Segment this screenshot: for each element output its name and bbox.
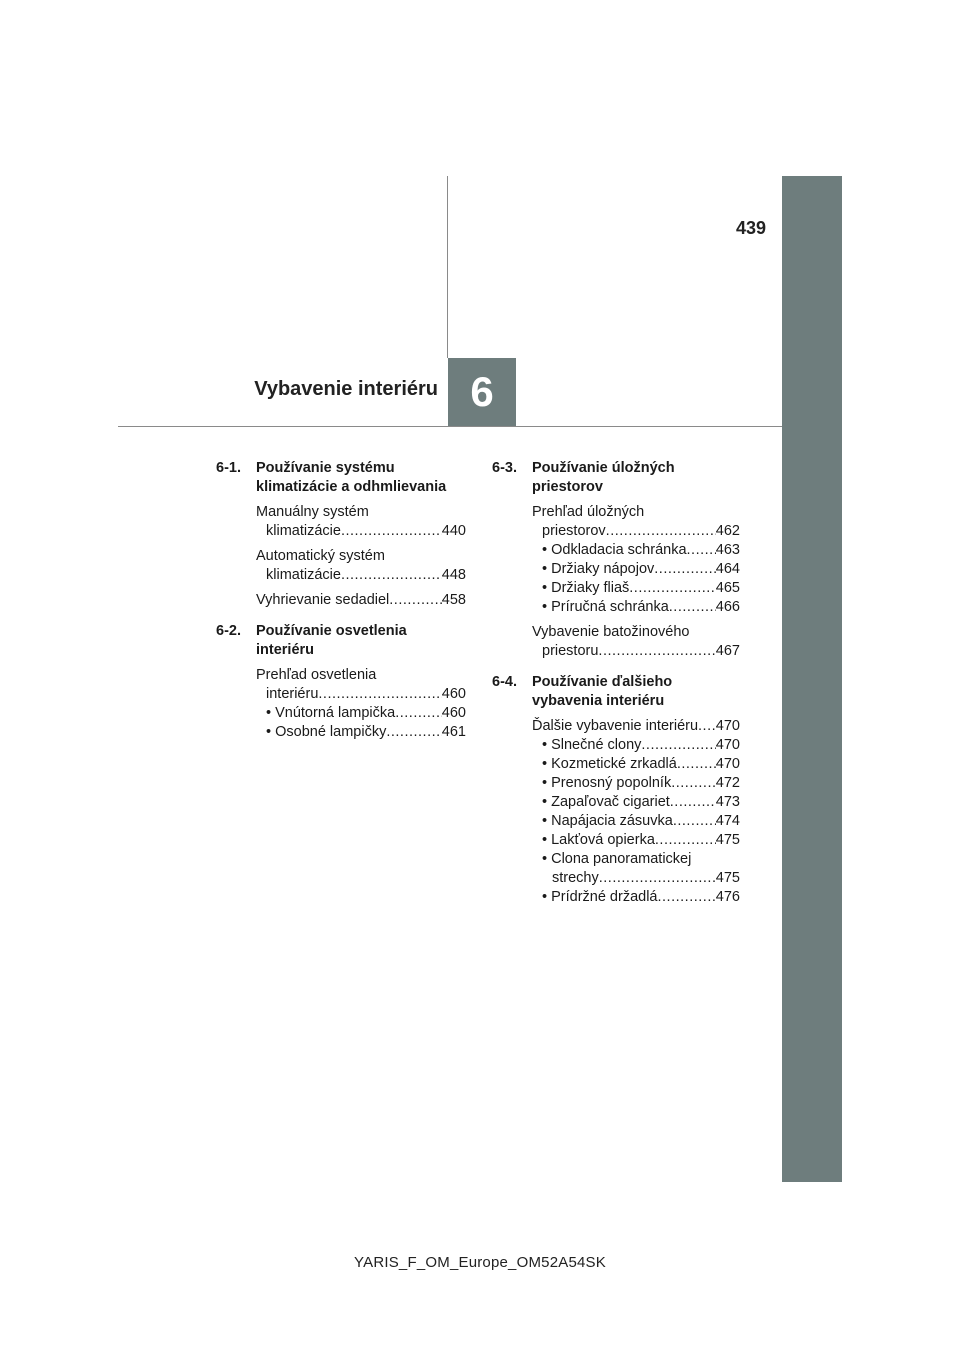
leader-dots xyxy=(318,685,441,704)
document-footer: YARIS_F_OM_Europe_OM52A54SK xyxy=(354,1254,606,1271)
toc-entry-auto-ac[interactable] xyxy=(256,547,466,585)
entry-label: • Držiaky nápojov xyxy=(542,561,655,577)
leader-dots xyxy=(395,704,442,723)
toc-sub-bottle-holders[interactable] xyxy=(532,579,740,598)
entry-label: Vyhrievanie sedadiel xyxy=(256,592,390,608)
entry-label-cont: strechy xyxy=(552,870,599,886)
entry-label: Manuálny systém xyxy=(256,504,369,520)
entry-label: • Napájacia zásuvka xyxy=(542,813,673,829)
entry-page: 470 xyxy=(715,756,740,772)
entry-page: 474 xyxy=(715,813,740,829)
toc-sub-cigarette-lighter[interactable] xyxy=(532,793,740,812)
toc-entry-luggage[interactable] xyxy=(532,623,740,661)
leader-dots xyxy=(606,522,716,541)
toc-sub-cup-holders[interactable] xyxy=(532,560,740,579)
entry-label: • Kozmetické zrkadlá xyxy=(542,756,677,772)
leader-dots xyxy=(341,566,442,585)
entry-label: Automatický systém xyxy=(256,548,385,564)
toc-sub-glovebox[interactable] xyxy=(532,541,740,560)
leader-dots xyxy=(677,755,716,774)
entry-label: Prehľad osvetlenia xyxy=(256,667,377,683)
section-title: Používanie úložných priestorov xyxy=(532,460,675,495)
entry-label-cont: klimatizácie xyxy=(266,523,341,539)
entry-page: 467 xyxy=(715,643,740,659)
entry-page: 475 xyxy=(715,832,740,848)
leader-dots xyxy=(599,869,716,888)
section-number: 6-2. xyxy=(216,623,241,639)
page-number: 439 xyxy=(736,218,767,238)
entry-page: 460 xyxy=(441,705,466,721)
section-number: 6-3. xyxy=(492,460,517,476)
toc-entry-seat-heaters[interactable] xyxy=(256,591,466,610)
entry-label: • Clona panoramatickej xyxy=(542,851,692,867)
entry-label: • Vnútorná lampička xyxy=(266,705,396,721)
entry-page: 461 xyxy=(441,724,466,740)
entry-label-cont: priestoru xyxy=(542,643,599,659)
entry-page: 440 xyxy=(441,523,466,539)
leader-dots xyxy=(654,560,716,579)
entry-label: Prehľad úložných xyxy=(532,504,645,520)
leader-dots xyxy=(629,579,716,598)
leader-dots xyxy=(341,522,442,541)
leader-dots xyxy=(670,793,716,812)
entry-page: 472 xyxy=(715,775,740,791)
leader-dots xyxy=(655,831,716,850)
leader-dots xyxy=(669,598,716,617)
leader-dots xyxy=(687,541,716,560)
toc-right-column xyxy=(492,459,740,907)
leader-dots xyxy=(673,812,716,831)
entry-label: • Osobné lampičky xyxy=(266,724,387,740)
toc-sub-vanity-mirrors[interactable] xyxy=(532,755,740,774)
entry-page: 475 xyxy=(715,870,740,886)
toc-sub-armrest[interactable] xyxy=(532,831,740,850)
toc-section-6-3[interactable] xyxy=(492,459,740,497)
entry-page: 476 xyxy=(715,889,740,905)
leader-dots xyxy=(658,888,716,907)
chapter-side-tab xyxy=(782,176,842,1182)
toc-entry-manual-ac[interactable] xyxy=(256,503,466,541)
toc-section-6-2[interactable] xyxy=(216,622,466,660)
entry-page: 470 xyxy=(715,718,740,734)
section-number: 6-4. xyxy=(492,674,517,690)
leader-dots xyxy=(389,591,442,610)
entry-page: 466 xyxy=(715,599,740,615)
entry-label-cont: interiéru xyxy=(266,686,319,702)
entry-label: • Držiaky fliaš xyxy=(542,580,630,596)
entry-page: 464 xyxy=(715,561,740,577)
toc-sub-ashtray[interactable] xyxy=(532,774,740,793)
leader-dots xyxy=(598,642,715,661)
entry-label: • Prenosný popolník xyxy=(542,775,672,791)
entry-label: Ďalšie vybavenie interiéru xyxy=(532,718,699,734)
entry-page: 465 xyxy=(715,580,740,596)
entry-label-cont: priestorov xyxy=(542,523,606,539)
toc-sub-assist-grips[interactable] xyxy=(532,888,740,907)
toc-entry-other-features[interactable] xyxy=(532,717,740,736)
entry-page: 458 xyxy=(441,592,466,608)
chapter-number-box xyxy=(448,358,516,426)
toc-sub-interior-light[interactable] xyxy=(256,704,466,723)
toc-section-6-4[interactable] xyxy=(492,673,740,711)
leader-dots xyxy=(671,774,716,793)
toc-sub-personal-lights[interactable] xyxy=(256,723,466,742)
entry-page: 460 xyxy=(441,686,466,702)
vertical-divider xyxy=(447,176,448,358)
toc-sub-sun-visors[interactable] xyxy=(532,736,740,755)
horizontal-divider xyxy=(118,426,782,427)
entry-label: • Prídržné držadlá xyxy=(542,889,658,905)
leader-dots xyxy=(698,717,716,736)
entry-page: 448 xyxy=(441,567,466,583)
section-title: Používanie systému klimatizácie a odhmlievania xyxy=(256,460,447,495)
entry-page: 462 xyxy=(715,523,740,539)
entry-page: 463 xyxy=(715,542,740,558)
entry-label: • Zapaľovač cigariet xyxy=(542,794,670,810)
chapter-title: Vybavenie interiéru xyxy=(254,378,438,400)
leader-dots xyxy=(386,723,441,742)
section-number: 6-1. xyxy=(216,460,241,476)
toc-entry-storage-overview[interactable] xyxy=(532,503,740,541)
toc-sub-panoramic-shade[interactable] xyxy=(532,850,740,888)
entry-page: 473 xyxy=(715,794,740,810)
entry-label: • Odkladacia schránka xyxy=(542,542,687,558)
section-title: Používanie ďalšieho vybavenia interiéru xyxy=(532,674,673,709)
toc-sub-power-outlet[interactable] xyxy=(532,812,740,831)
leader-dots xyxy=(641,736,715,755)
entry-label-cont: klimatizácie xyxy=(266,567,341,583)
entry-label: • Príručná schránka xyxy=(542,599,669,615)
entry-label: • Slnečné clony xyxy=(542,737,642,753)
toc-sub-auxiliary-box[interactable] xyxy=(532,598,740,617)
toc-entry-lights-overview[interactable] xyxy=(256,666,466,704)
entry-label: • Lakťová opierka xyxy=(542,832,655,848)
toc-left-column xyxy=(216,459,466,742)
section-title: Používanie osvetlenia interiéru xyxy=(256,623,407,658)
toc-section-6-1[interactable] xyxy=(216,459,466,497)
entry-label: Vybavenie batožinového xyxy=(532,624,690,640)
entry-page: 470 xyxy=(715,737,740,753)
chapter-number: 6 xyxy=(470,368,494,415)
